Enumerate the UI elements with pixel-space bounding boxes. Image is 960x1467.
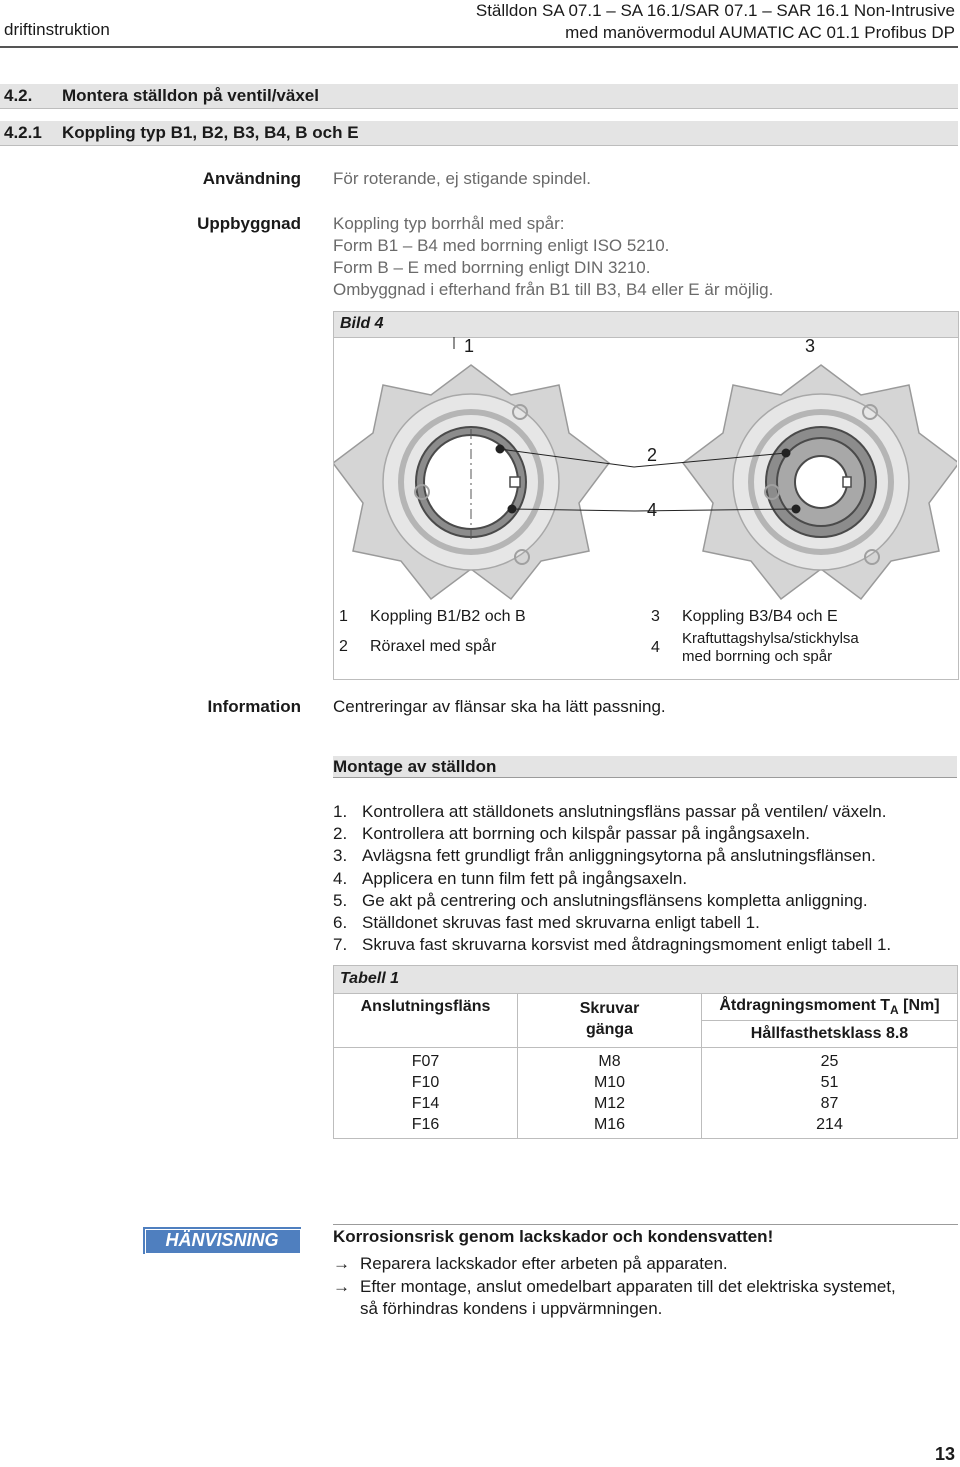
header-thread-line2: gänga [585,1021,634,1038]
step-number: 4. [333,869,348,888]
step-number: 1. [333,802,348,821]
doc-type-label: driftinstruktion [4,20,110,39]
subsection-title: Koppling typ B1, B2, B3, B4, B och E [62,123,359,142]
construction-label: Uppbyggnad [197,214,301,233]
section-title: Montera ställdon på ventil/växel [62,86,319,105]
cell-thread: M16 [518,1114,702,1139]
cell-torque: 214 [702,1114,958,1139]
callout-2: 2 [647,445,658,465]
legend-num-4: 4 [651,639,660,656]
construction-line-2: Form B1 – B4 med borrning enligt ISO 5210. [333,236,670,255]
figure-caption-bar [334,312,958,338]
section-number: 4.2. [4,86,33,105]
header-torque-subscript: A [890,1003,899,1018]
information-label: Information [207,697,301,716]
construction-line-1: Koppling typ borrhål med spår: [333,214,565,233]
cell-thread: M8 [518,1048,702,1073]
step-number: 2. [333,824,348,843]
notice-title: Korrosionsrisk genom lackskador och kondensvatten! [333,1227,774,1246]
legend-num-3: 3 [651,608,660,625]
notice-item-2-cont: så förhindras kondens i uppvärmningen. [360,1299,663,1318]
step-text: Kontrollera att borrning och kilspår passar på ingångsaxeln. [362,824,810,843]
subsection-number: 4.2.1 [4,123,42,142]
step-number: 7. [333,935,348,954]
cell-torque: 51 [702,1072,958,1093]
mounting-step-7 [333,935,891,955]
cell-thread: M10 [518,1072,702,1093]
torque-table [333,993,958,1139]
mounting-step-1 [333,802,886,822]
construction-line-3: Form B – E med borrning enligt DIN 3210. [333,258,651,277]
legend-text-1: Koppling B1/B2 och B [370,608,526,625]
step-number: 5. [333,891,348,910]
cell-flange: F16 [334,1114,518,1139]
arrow-icon: → [333,1254,350,1273]
mounting-step-3 [333,846,876,866]
header-torque: Åtdragningsmoment $T_A$ [Nm] [702,994,958,1021]
callout-1: 1 [464,336,475,356]
application-label: Användning [202,169,301,188]
step-text: Kontrollera att ställdonets anslutningsfläns passar på ventilen/ växeln. [362,802,887,821]
step-text: Avlägsna fett grundligt från anliggningsytorna på anslutningsflänsen. [362,846,876,865]
notice-item-text: Efter montage, anslut omedelbart apparaten till det elektriska systemet, [360,1277,896,1296]
mounting-heading: Montage av ställdon [333,757,497,776]
legend-text-4-line1: Kraftuttagshylsa/stickhylsa [682,630,859,647]
step-number: 6. [333,913,348,932]
flange-b3-drawing [683,365,957,599]
coupling-illustration [334,337,957,602]
mounting-step-4 [333,869,687,889]
cell-thread: M12 [518,1093,702,1114]
application-text: För roterande, ej stigande spindel. [333,169,591,188]
callout-3: 3 [805,336,816,356]
header-thread-line1: Skruvar [579,1000,640,1017]
legend-text-2: Röraxel med spår [370,638,497,655]
step-text: Ge akt på centrering och anslutningsflänsens kompletta anliggning. [362,891,868,910]
legend-text-3: Koppling B3/B4 och E [682,608,838,625]
step-text: Applicera en tunn film fett på ingångsaxeln. [362,869,688,888]
cell-flange: F07 [334,1048,518,1073]
notice-badge-border [145,1229,301,1254]
notice-top-rule [333,1224,958,1225]
table-row [334,1114,958,1139]
doc-title-line1: Ställdon SA 07.1 – SA 16.1/SAR 07.1 – SAR 16.1 Non-Intrusive [475,1,955,20]
figure-caption: Bild 4 [340,315,384,332]
arrow-icon: → [333,1277,350,1296]
cell-flange: F14 [334,1093,518,1114]
step-number: 3. [333,846,348,865]
legend-text-4-line2: med borrning och spår [682,648,833,665]
header-strength-class: Hållfasthetsklass 8.8 [702,1021,958,1048]
notice-item-2 [333,1277,896,1297]
step-text: Skruva fast skruvarna korsvist med åtdragningsmoment enligt tabell 1. [362,935,892,954]
doc-title [476,0,955,44]
table-caption: Tabell 1 [340,970,399,987]
header-rule [0,46,958,48]
table-row [334,1072,958,1093]
mounting-step-5 [333,891,868,911]
header-torque-unit: [Nm] [898,996,940,1014]
flange-b1-drawing [334,365,609,599]
doc-title-line2: med manövermodul AUMATIC AC 01.1 Profibus DP [565,23,955,42]
cell-flange: F10 [334,1072,518,1093]
notice-item-1 [333,1254,728,1274]
table-row [334,1048,958,1073]
notice-badge: HÄNVISNING [143,1227,301,1254]
construction-line-4: Ombyggnad i efterhand från B1 till B3, B4 eller E är möjlig. [333,280,774,299]
legend-num-1: 1 [339,608,348,625]
mounting-step-6 [333,913,760,933]
cell-torque: 25 [702,1048,958,1073]
table-caption-bar [333,965,958,994]
notice-item-text: Reparera lackskador efter arbeten på apparaten. [360,1254,728,1273]
page-number: 13 [934,1444,955,1464]
callout-4: 4 [647,500,658,520]
mounting-step-2 [333,824,810,844]
legend-num-2: 2 [339,638,348,655]
cell-torque: 87 [702,1093,958,1114]
step-text: Ställdonet skruvas fast med skruvarna enligt tabell 1. [362,913,760,932]
header-flange: Anslutningsfläns [334,994,518,1048]
header-thread [518,994,702,1048]
information-text: Centreringar av flänsar ska ha lätt passning. [333,697,666,716]
table-row [334,1093,958,1114]
